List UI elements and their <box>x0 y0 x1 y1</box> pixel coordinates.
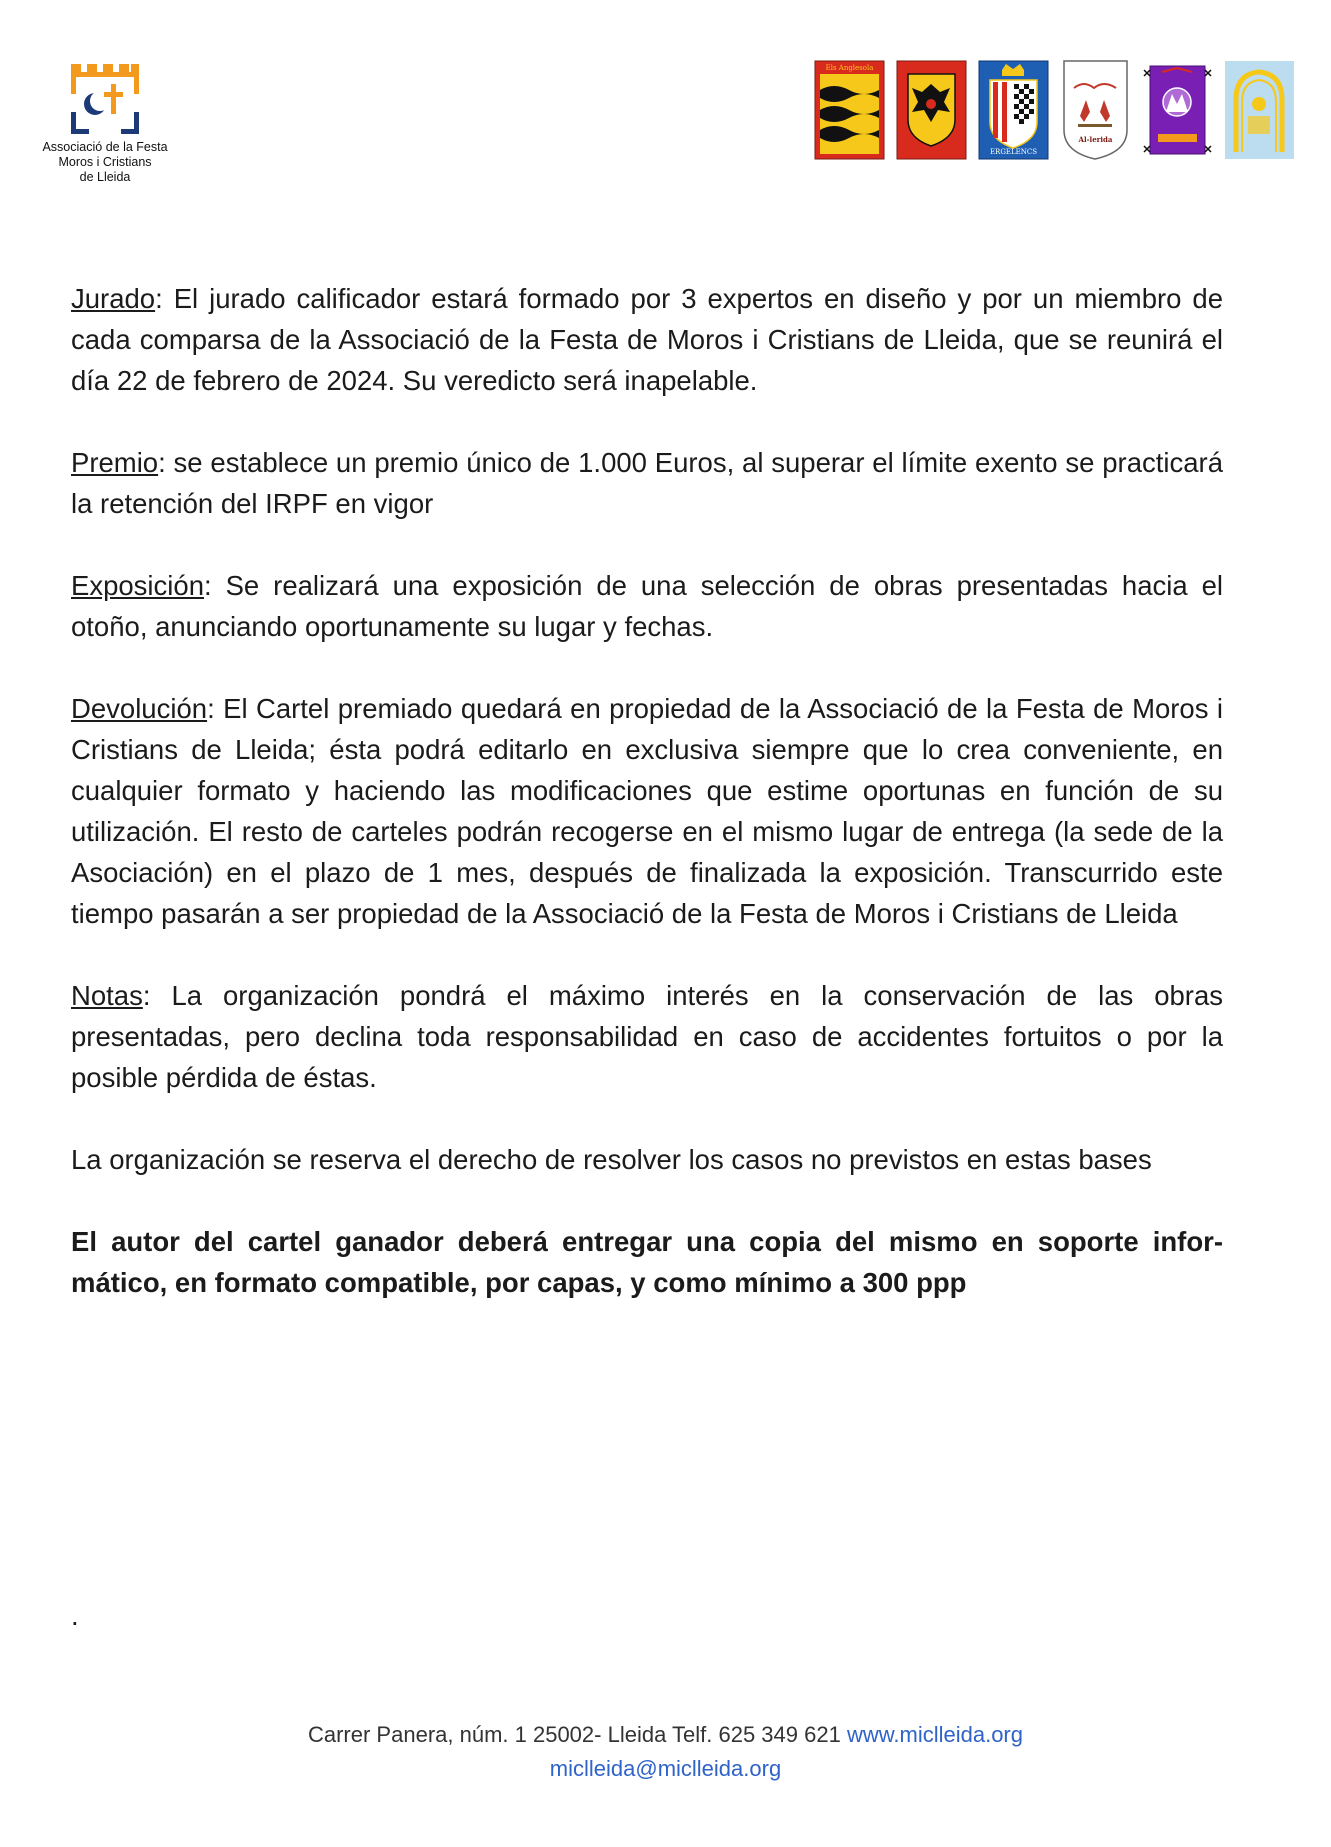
shield-eagle <box>896 60 967 160</box>
shield-al-lerida <box>1060 60 1131 160</box>
section-text: : La organización pondrá el máximo interés en la conservación de las obras presentadas, pero declina toda responsabilidad en caso de accidentes fortuitos o por la posible pérdida de éstas. <box>71 980 1223 1093</box>
section-text: : El Cartel premiado quedará en propiedad de la Associació de la Festa de Moros i Cristians de Lleida; ésta podrá editarlo en exclusiva siempre que lo crea conveniente, en cualquier formato y haciendo las modificaciones que estime oportunas en función de su utilización. El resto de carteles podrán recogerse en el mismo lugar de entrega (la sede de la Asociación) en el plazo de 1 mes, después de finalizada la exposición. Transcurrido este tiempo pasarán a ser propiedad de la Associació de la Festa de Moros i Cristians de Lleida <box>71 693 1223 929</box>
comparsa-shields <box>814 60 1295 160</box>
section-term: Jurado <box>71 283 156 314</box>
section-devolucion <box>71 688 1223 934</box>
footer-address: Carrer Panera, núm. 1 25002- Lleida Telf. 625 349 621 <box>307 1722 847 1747</box>
page-footer <box>0 1718 1331 1786</box>
website-link[interactable]: www.miclleida.org <box>846 1722 1023 1747</box>
section-text: : Se realizará una exposición de una selección de obras presentadas hacia el otoño, anunciando oportunamente su lugar y fechas. <box>71 570 1223 642</box>
shield-els-anglesola <box>814 60 885 160</box>
association-logo <box>30 60 180 185</box>
trailing-dot: . <box>71 1600 79 1631</box>
page-header <box>0 0 1331 220</box>
castle-cross-moon-icon <box>65 60 145 140</box>
shield-caption: Els Anglesola <box>825 64 874 72</box>
section-text: : se establece un premio único de 1.000 Euros, al superar el límite exento se practicará la retención del IRPF en vigor <box>71 447 1223 519</box>
section-exposicion <box>71 565 1223 647</box>
section-premio <box>71 442 1223 524</box>
section-term: Notas <box>71 980 143 1011</box>
section-term: Devolución <box>71 693 208 724</box>
footer-address-line <box>0 1718 1331 1752</box>
section-jurado <box>71 278 1223 401</box>
shield-arch <box>1224 60 1295 160</box>
document-body <box>71 278 1223 1344</box>
shield-caption: ERGELENCS <box>989 148 1038 156</box>
shield-ergelencs <box>978 60 1049 160</box>
association-name-line2: Moros i Cristians <box>58 155 152 169</box>
association-name-line1: Associació de la Festa <box>42 140 168 154</box>
shield-caption: Al-lerida <box>1078 135 1113 144</box>
section-notas <box>71 975 1223 1098</box>
reserve-paragraph: La organización se reserva el derecho de resolver los casos no previstos en estas bases <box>71 1144 1152 1175</box>
shield-purple <box>1142 60 1213 160</box>
section-term: Exposición <box>71 570 204 601</box>
section-text: : El jurado calificador estará formado por 3 expertos en diseño y por un miembro de cada comparsa de la Associació de la Festa de Moros i Cristians de Lleida, que se reunirá el día 22 de febrero de 2024. Su veredicto será inapelable. <box>71 283 1223 396</box>
section-term: Premio <box>71 447 159 478</box>
bold-notice: El autor del cartel ganador deberá entregar una copia del mismo en soporte informático, en formato compatible, por capas, y como mínimo a 300 ppp <box>71 1226 1223 1298</box>
association-name-line3: de Lleida <box>79 170 131 184</box>
email-link[interactable]: miclleida@miclleida.org <box>549 1756 782 1781</box>
